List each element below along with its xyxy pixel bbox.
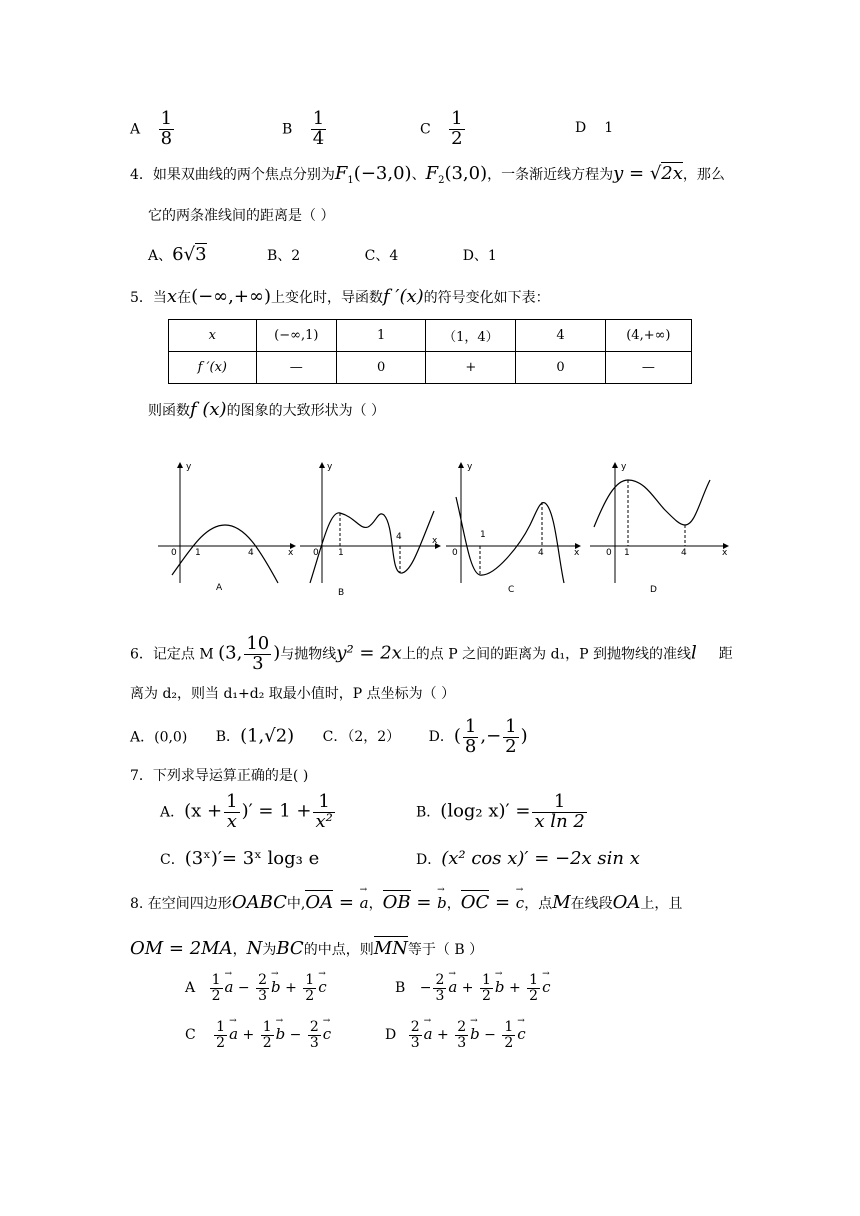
graph-d-x-label: x [722, 548, 728, 558]
graph-c [446, 463, 580, 583]
q8-option-d: D $\frac{2}{3}$ → a + $\frac{2}{3}$ → b − $\frac{1}{2}$ → c [385, 1020, 526, 1050]
graph-c-x-label: x [574, 548, 580, 558]
graph-a-origin: 0 [171, 548, 177, 558]
q3-option-b: B $\frac{1}{4}$ [282, 108, 325, 149]
q8-line1: 8. 在空间四边形OABC中,OA = → a，OB = → b，OC = → c，点M在线段OA上，且 [130, 892, 682, 913]
q6-line1: 6．记定点 M (3, $\frac{10}{3}$ )与抛物线y² = 2x上的点 P 之间的距离为 d₁，P 到抛物线的准线l 距 [130, 633, 733, 674]
graph-b [300, 463, 440, 583]
graph-b-tick-1: 1 [338, 548, 344, 558]
q7-option-d: D．(x² cos x)′ = −2x sin x [416, 848, 640, 869]
q3-option-d: D 1 [575, 120, 614, 136]
q8-option-c: C $\frac{1}{2}$ → a + $\frac{1}{2}$ → b − $\frac{2}{3}$ → c [185, 1020, 331, 1050]
table-row: x (−∞,1) 1 （1，4） 4 (4,+∞) [169, 320, 692, 352]
q5-graphs [150, 455, 740, 605]
graph-d-origin: 0 [606, 548, 612, 558]
graph-d [590, 463, 728, 583]
graph-b-y-label: y [327, 462, 333, 472]
graph-c-y-label: y [467, 462, 473, 472]
graph-b-tick-4: 4 [396, 532, 402, 542]
q3-option-a-label: A [130, 121, 141, 138]
graph-c-tick-1: 1 [480, 530, 486, 540]
graph-a-y-label: y [186, 462, 192, 472]
q8-option-a: A $\frac{1}{2}$ → a − $\frac{2}{3}$ → b + $\frac{1}{2}$ → c [185, 973, 327, 1003]
q4-line1: 4．如果双曲线的两个焦点分别为$F_1(-3,0)$、$F_2(3,0)$，一条渐近线方程为y = √2x，那么 [130, 163, 725, 186]
q4-options: A、6√3 B、2 C、4 D、1 [148, 244, 497, 265]
graph-d-y-label: y [621, 462, 627, 472]
q4-line2: 它的两条准线间的距离是（ ） [148, 208, 335, 224]
graph-c-label: C [508, 585, 515, 595]
graph-a-tick-4: 4 [248, 548, 254, 558]
table-row: f ′(x) — 0 + 0 — [169, 352, 692, 384]
q3-option-c: C $\frac{1}{2}$ [420, 108, 463, 149]
graph-a [158, 463, 295, 583]
graph-d-tick-1: 1 [624, 548, 630, 558]
q7-option-c: C．(3ˣ)′= 3ˣ log₃ e [160, 848, 320, 869]
q3-option-a-value: $\frac{1}{8}$ [160, 108, 173, 149]
q3-options [130, 110, 176, 149]
q6-options: A．(0,0) B．(1,√2) C．（2，2） D．( $\frac{1}{8}$ ,− $\frac{1}{2}$ ) [130, 716, 528, 757]
graph-c-origin: 0 [452, 548, 458, 558]
q5-line2: 则函数f (x)的图象的大致形状为（ ） [148, 399, 386, 420]
q7-option-a: A．(x + $\frac{1}{x}$ )′ = 1 + $\frac{1}{\text{x²}}$ [160, 791, 333, 832]
graph-a-tick-1: 1 [195, 548, 201, 558]
graph-d-tick-4: 4 [681, 548, 687, 558]
q6-line2: 离为 d₂，则当 d₁+d₂ 取最小值时，P 点坐标为（ ） [130, 686, 456, 702]
graph-c-tick-4: 4 [538, 548, 544, 558]
graph-a-label: A [216, 583, 223, 593]
q8-option-b: B − $\frac{2}{3}$ → a + $\frac{1}{2}$ → b + $\frac{1}{2}$ → c [395, 973, 551, 1003]
graph-a-x-label: x [288, 548, 294, 558]
q5-line1: 5．当x在(−∞,+∞)上变化时，导函数f ′(x)的符号变化如下表： [130, 286, 550, 307]
graph-d-label: D [650, 585, 657, 595]
graph-b-origin: 0 [313, 548, 319, 558]
graph-b-label: B [338, 588, 345, 598]
q8-line2: OM = 2MA，N为BC的中点，则MN等于（ B ） [130, 938, 484, 959]
q7-line: 7．下列求导运算正确的是( ) [130, 768, 309, 784]
q7-option-b: B．(log₂ x)′ = $\frac{1}{\text{x ln 2}}$ [416, 791, 585, 832]
graph-b-x-label: x [432, 536, 438, 546]
sign-table [168, 319, 692, 384]
